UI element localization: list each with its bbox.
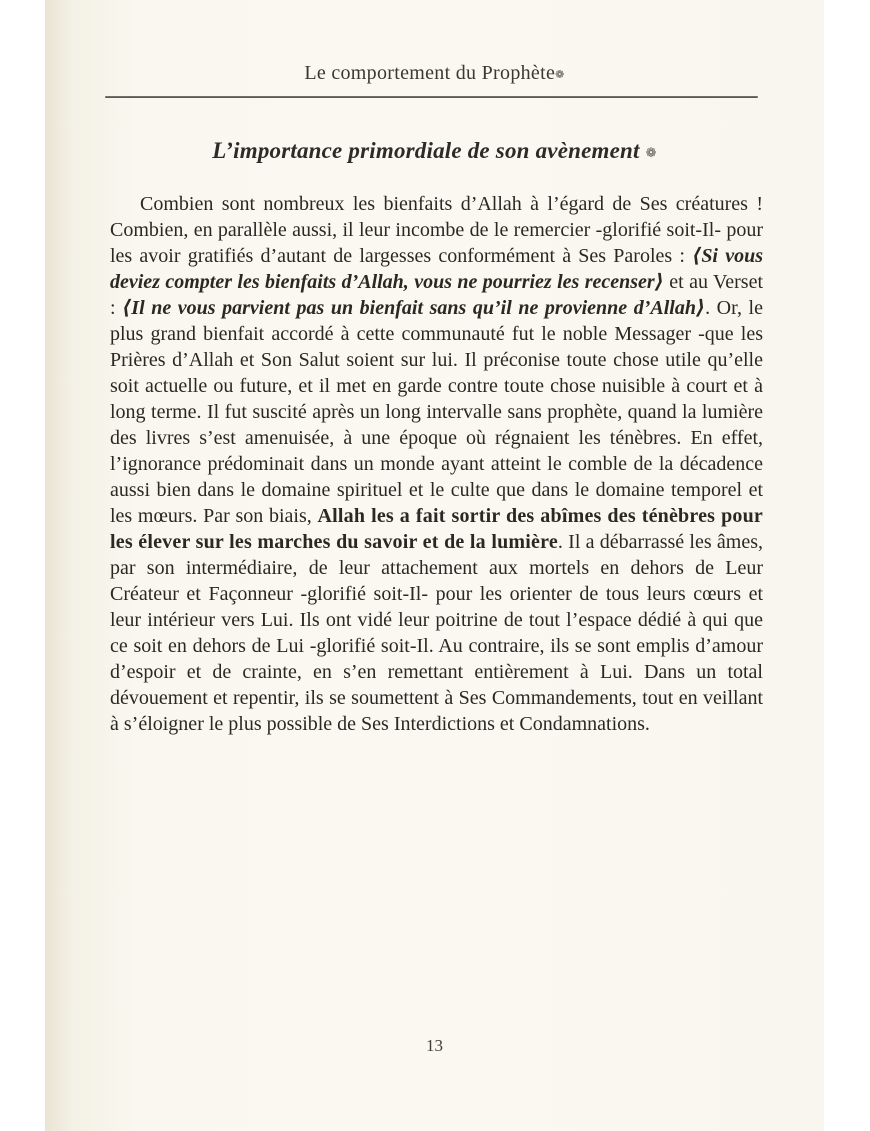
text-run: Combien sont nombreux les bienfaits d’Allah à l’égard de Ses créatures ! Combien, en parallèle aussi, il leur incombe de le remercier -glorifié soit-Il- pour les avoir gratifiés d’autant de largesses conformément à Ses Paroles : <box>110 193 763 267</box>
text-run: et au Verset : <box>110 271 764 319</box>
text-run: ⟨Il ne vous parvient pas un bienfait sans qu’il ne provienne d’Allah⟩ <box>122 297 706 319</box>
running-header-title: Le comportement du Prophète <box>304 62 556 84</box>
header-rule-divider <box>105 96 758 98</box>
page-number: 13 <box>426 1036 443 1055</box>
section-title-text: L’importance primordiale de son avènement <box>212 138 640 163</box>
text-run: . Il a débarrassé les âmes, par son intermédiaire, de leur attachement aux mortels en dehors de Leur Créateur et Façonneur -glorifié soit-Il- pour les orienter de tous leurs cœurs et leur intérieur vers Lui. Ils ont vidé leur poitrine de tout l’espace dédié à qui que ce soit en dehors de Lui -glorifié soit-Il. Au contraire, ils se sont emplis d’amour d’espoir et de crainte, en s’en remettant entièrement à Lui. Dans un total dévouement et repentir, ils se soumettent à Ses Commandements, tout en veillant à s’éloigner le plus possible de Ses Interdictions et Condamnations. <box>110 531 763 735</box>
running-header <box>45 62 824 85</box>
section-title <box>45 138 824 164</box>
body-paragraph <box>110 191 763 737</box>
page-surface <box>45 0 824 1131</box>
text-run: Allah les a fait sortir des abîmes des ténèbres pour les élever sur les marches du savoir et de la lumière <box>110 505 763 553</box>
text-run: . Or, le plus grand bienfait accordé à cette communauté fut le noble Messager -que les Prières d’Allah et Son Salut soient sur lui. Il préconise toute chose utile qu’elle soit actuelle ou future, et il met en garde contre toute chose nuisible à court et à long terme. Il fut suscité après un long intervalle sans prophète, quand la lumière des livres s’est amenuisée, à une époque où régnaient les ténèbres. En effet, l’ignorance prédominait dans un monde ayant atteint le comble de la décadence aussi bien dans le domaine spirituel et le culte que dans le domaine temporel et les mœurs. Par son biais, <box>110 297 763 527</box>
saw-seal-icon: ❁ <box>555 68 565 81</box>
saw-seal-icon: ❁ <box>645 146 657 161</box>
text-run: ⟨Si vous deviez compter les bienfaits d’Allah, vous ne pourriez les recenser⟩ <box>110 245 763 293</box>
